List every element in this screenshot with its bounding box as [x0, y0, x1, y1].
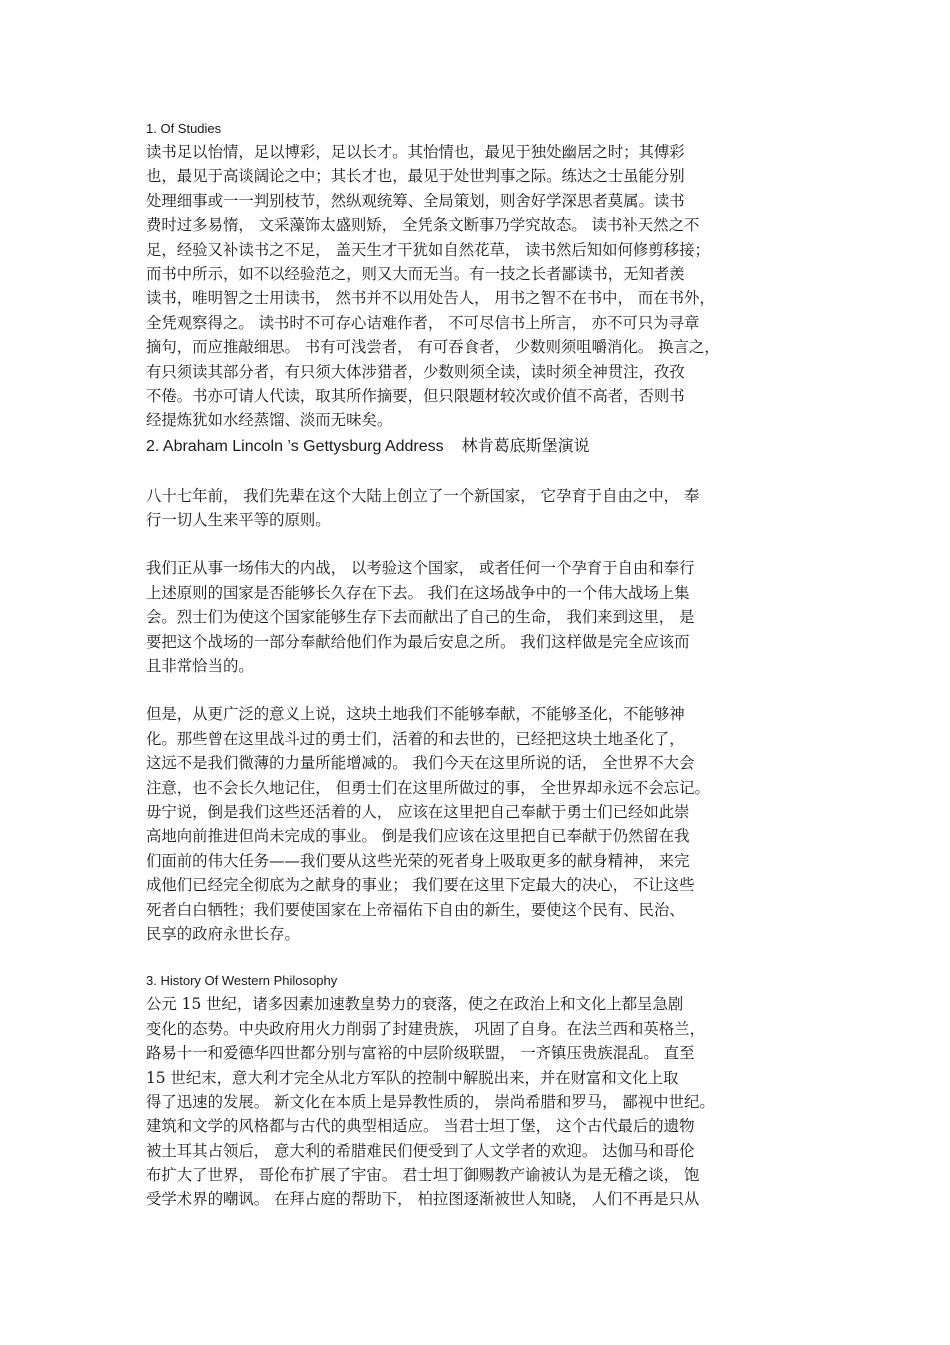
- gettysburg-heading-cn: 林肯葛底斯堡演说: [461, 435, 590, 455]
- text-line: 要把这个战场的一部分奉献给他们作为最后安息之所。 我们这样做是完全应该而: [146, 632, 690, 651]
- document-page: [146, 118, 811, 1212]
- text-line: 且非常恰当的。: [146, 657, 254, 676]
- text-line: 处理细事或一一判别枝节，然纵观统筹、全局策划，则舍好学深思者莫属。读书: [146, 191, 685, 210]
- text-line: 读书足以怡情，足以博彩，足以长才。其怡情也，最见于独处幽居之时；其傅彩: [146, 143, 685, 161]
- text-line: 足，经验又补读书之不足， 盖天生才干犹如自然花草， 读书然后知如何修剪移接；: [146, 240, 710, 259]
- gettysburg-paragraph-2: [146, 556, 811, 678]
- text-line: 变化的态势。中央政府用火力削弱了封建贵族， 巩固了自身。在法兰西和英格兰，: [146, 1019, 705, 1038]
- text-line: 摘句，而应推敲细思。 书有可浅尝者， 有可吞食者， 少数则须咀嚼消化。 换言之，: [146, 338, 720, 357]
- text-line: 有只须读其部分者，有只须大体涉猎者，少数则须全读，读时须全神贯注，孜孜: [146, 362, 685, 381]
- text-line: 15 世纪末，意大利才完全从北方军队的控制中解脱出来，并在财富和文化上取: [146, 1068, 679, 1087]
- paragraph-gap: [146, 532, 811, 556]
- section-gettysburg-address: [146, 433, 811, 947]
- section-heading-western-philosophy: 3. History Of Western Philosophy: [146, 973, 338, 989]
- text-line: 成他们已经完全彻底为之献身的事业； 我们要在这里下定最大的决心， 不让这些: [146, 876, 695, 895]
- text-line: 八十七年前， 我们先辈在这个大陆上创立了一个新国家， 它孕育于自由之中， 奉: [146, 486, 700, 505]
- section-heading-of-studies: 1. Of Studies: [146, 121, 222, 136]
- text-line: 会。烈士们为使这个国家能够生存下去而献出了自己的生命， 我们来到这里， 是: [146, 608, 695, 627]
- text-line: 死者白白牺牲；我们要使国家在上帝福佑下自由的新生，要使这个民有、民治、: [146, 900, 685, 919]
- text-line: 费时过多易惰， 文采藻饰太盛则矫， 全凭条文断事乃学究故态。 读书补天然之不: [146, 216, 700, 235]
- text-line: 高地向前推进但尚未完成的事业。 倒是我们应该在这里把自已奉献于仍然留在我: [146, 827, 690, 846]
- section-heading-gettysburg: [146, 433, 811, 460]
- text-line: 毋宁说，倒是我们这些还活着的人， 应该在这里把自己奉献于勇士们已经如此崇: [146, 802, 690, 821]
- text-line: 这远不是我们微薄的力量所能增减的。 我们今天在这里所说的话， 全世界不大会: [146, 754, 695, 773]
- text-line: 路易十一和爱德华四世都分别与富裕的中层阶级联盟， 一齐镇压贵族混乱。 直至: [146, 1044, 695, 1063]
- text-line: 行一切人生来平等的原则。: [146, 511, 331, 530]
- text-line: 建筑和文学的风格都与古代的典型相适应。 当君士坦丁堡， 这个古代最后的遗物: [146, 1117, 695, 1136]
- text-line: 我们正从事一场伟大的内战， 以考验这个国家， 或者任何一个孕育于自由和奉行: [146, 559, 695, 578]
- gettysburg-paragraph-3: [146, 702, 811, 946]
- text-line: 化。那些曾在这里战斗过的勇士们，活着的和去世的，已经把这块土地圣化了，: [146, 729, 685, 748]
- text-line: 经提炼犹如水经蒸馏、淡而无味矣。: [146, 411, 393, 430]
- text-line: 全凭观察得之。 读书时不可存心诘难作者， 不可尽信书上所言， 亦不可只为寻章: [146, 313, 700, 332]
- text-line: 不倦。书亦可请人代读，取其所作摘要，但只限题材较次或价值不高者，否则书: [146, 386, 685, 405]
- text-line: 得了迅速的发展。 新文化在本质上是异教性质的， 崇尚希腊和罗马， 鄙视中世纪。: [146, 1092, 715, 1111]
- western-philosophy-body: [146, 992, 811, 1212]
- section-western-philosophy: [146, 970, 811, 1212]
- text-line: 但是，从更广泛的意义上说，这块土地我们不能够奉献，不能够圣化，不能够神: [146, 705, 685, 724]
- gettysburg-paragraph-1: [146, 484, 811, 533]
- text-line: 公元 15 世纪，诸多因素加速教皇势力的衰落，使之在政治上和文化上都呈急剧: [146, 995, 684, 1014]
- text-line: 读书，唯明智之士用读书， 然书并不以用处告人， 用书之智不在书中， 而在书外，: [146, 289, 715, 308]
- text-line: 受学术界的嘲讽。 在拜占庭的帮助下， 柏拉图逐渐被世人知晓， 人们不再是只从: [146, 1190, 700, 1209]
- text-line: 注意，也不会长久地记住， 但勇士们在这里所做过的事， 全世界却永远不会忘记。: [146, 778, 710, 797]
- text-line: 民享的政府永世长存。: [146, 924, 300, 943]
- paragraph-gap: [146, 678, 811, 702]
- text-line: 布扩大了世界， 哥伦布扩展了宇宙。 君士坦丁御赐教产谕被认为是无稽之谈， 饱: [146, 1166, 700, 1185]
- text-line: 被土耳其占领后， 意大利的希腊难民们便受到了人文学者的欢迎。 达伽马和哥伦: [146, 1141, 695, 1160]
- of-studies-body: [146, 140, 811, 433]
- section-of-studies: [146, 118, 811, 433]
- text-line: 也，最见于高谈阔论之中；其长才也，最见于处世判事之际。练达之士虽能分别: [146, 167, 685, 186]
- gettysburg-heading-en: 2. Abraham Lincoln ’s Gettysburg Address: [146, 437, 444, 455]
- text-line: 们面前的伟大任务——我们要从这些光荣的死者身上吸取更多的献身精神， 来完: [146, 851, 690, 870]
- text-line: 上述原则的国家是否能够长久存在下去。 我们在这场战争中的一个伟大战场上集: [146, 583, 690, 602]
- text-line: 而书中所示，如不以经验范之，则又大而无当。有一技之长者鄙读书，无知者羡: [146, 264, 685, 283]
- paragraph-gap: [146, 460, 811, 484]
- section-gap: [146, 946, 811, 970]
